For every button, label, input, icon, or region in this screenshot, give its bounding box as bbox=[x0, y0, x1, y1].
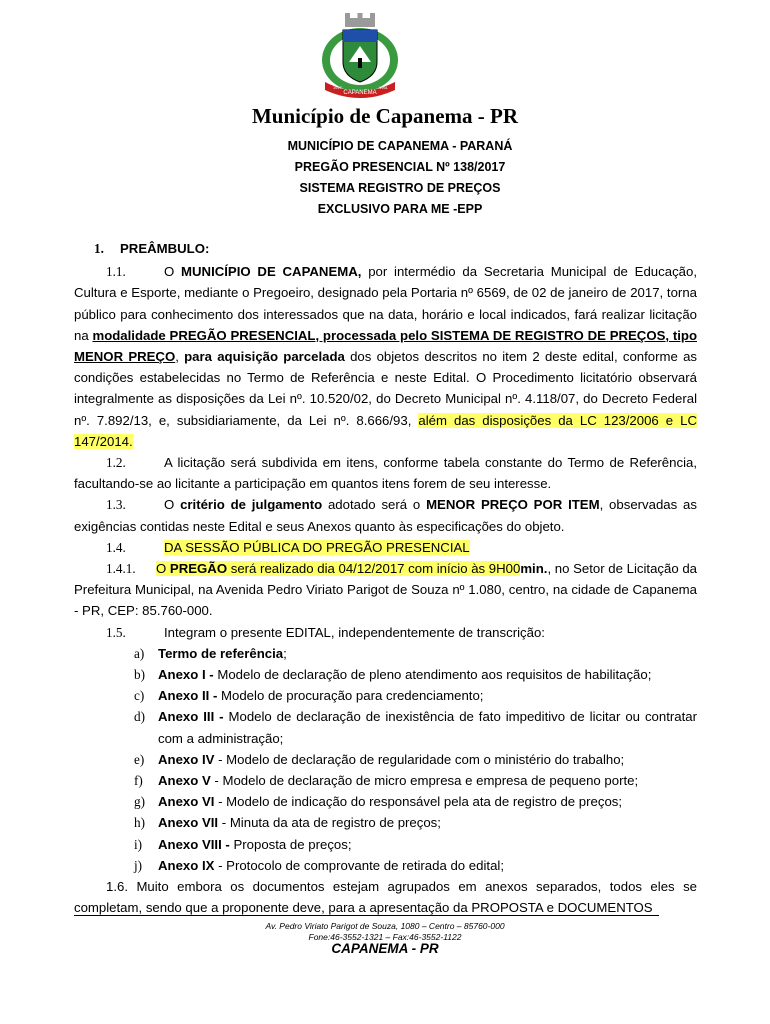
annex-label: Anexo VIII - bbox=[158, 836, 230, 852]
list-marker: c) bbox=[134, 688, 145, 704]
section-title: PREÂMBULO: bbox=[120, 241, 210, 256]
list-item bbox=[74, 643, 697, 664]
document-header bbox=[0, 136, 770, 220]
clause-number: 1.1. bbox=[106, 264, 126, 280]
list-marker: g) bbox=[134, 794, 145, 810]
municipal-coat-of-arms-icon bbox=[315, 10, 405, 100]
text-run-bold: para aquisição parcelada bbox=[184, 349, 345, 365]
list-marker: i) bbox=[134, 836, 143, 852]
section-number: 1. bbox=[94, 241, 104, 256]
text-run: O bbox=[164, 497, 181, 513]
text-run: por intermédio da Secretaria Municipal de Educação, Cultura e Esporte, mediante o Pregoeiro, designado pela Portaria nº 6569, de 02 de janeiro de 2017, torna público para conhecimento dos interessados que na data, horário e local indicados, fará realizar licitação na bbox=[74, 264, 697, 343]
text-run: O bbox=[164, 264, 182, 280]
annex-label: Anexo IX bbox=[158, 857, 215, 873]
header-line: PREGÃO PRESENCIAL Nº 138/2017 bbox=[294, 160, 506, 174]
paragraph-1-2 bbox=[74, 452, 697, 494]
annex-text: - Modelo de declaração de regularidade com o ministério do trabalho; bbox=[214, 751, 625, 767]
list-marker: j) bbox=[134, 857, 143, 873]
footer-city: CAPANEMA - PR bbox=[331, 941, 439, 956]
footer-address bbox=[0, 921, 770, 943]
clause-number: 1.3. bbox=[106, 497, 126, 513]
text-run-bold: critério de julgamento bbox=[180, 497, 323, 513]
section-heading-preambulo bbox=[74, 238, 697, 259]
list-marker: d) bbox=[134, 709, 145, 725]
clause-number: 1.4.1. bbox=[106, 561, 136, 577]
annex-text: Modelo de procuração para credenciamento; bbox=[217, 688, 484, 704]
crest-banner: CAPANEMA bbox=[343, 90, 377, 96]
text-run: A licitação será subdivida em itens, conforme tabela constante do Termo de Referência, facultando-se ao licitante a participação em quantos itens forem de seu interesse. bbox=[74, 455, 697, 492]
annex-text: - Protocolo de comprovante de retirada do edital; bbox=[214, 857, 504, 873]
list-item bbox=[74, 855, 697, 876]
annex-text: - Modelo de declaração de micro empresa e empresa de pequeno porte; bbox=[210, 773, 639, 789]
crest-year-left: 1917 bbox=[333, 85, 342, 90]
highlighted-text: além das disposições da LC 123/2006 e LC 147/2014. bbox=[74, 412, 697, 449]
text-run: , no Setor de Licitação da Prefeitura Municipal, na Avenida Pedro Viriato Parigot de Souza nº 1.080, centro, na cidade de Capanema - PR, CEP: 85.760-000. bbox=[74, 561, 697, 619]
clause-number: 1.5. bbox=[106, 624, 126, 640]
list-marker: a) bbox=[134, 645, 145, 661]
list-marker: f) bbox=[134, 773, 143, 789]
list-item bbox=[74, 749, 697, 770]
list-marker: e) bbox=[134, 751, 145, 767]
list-item bbox=[74, 834, 697, 855]
text-run: adotado será o bbox=[322, 497, 427, 513]
document-title: Município de Capanema - PR bbox=[251, 104, 518, 128]
paragraph-1-6: 1.6. Muito embora os documentos estejam agrupados em anexos separados, todos eles se completam, sendo que a proponente deve, para a apresentação da PROPOSTA e DOCUMENTOS bbox=[74, 879, 697, 916]
text-run-bold: MENOR PREÇO POR ITEM bbox=[426, 497, 600, 513]
annex-list bbox=[74, 643, 697, 876]
list-item bbox=[74, 706, 697, 748]
list-marker: b) bbox=[134, 667, 145, 683]
footer-divider bbox=[74, 915, 659, 916]
annex-label: Anexo IV bbox=[158, 751, 215, 767]
header-line: EXCLUSIVO PARA ME -EPP bbox=[317, 202, 483, 216]
list-item bbox=[74, 812, 697, 833]
list-marker: h) bbox=[134, 815, 145, 831]
text-run-bold: min. bbox=[520, 561, 548, 577]
clause-number: 1.4. bbox=[106, 539, 126, 555]
paragraph-1-3 bbox=[74, 494, 697, 536]
header-line: MUNICÍPIO DE CAPANEMA - PARANÁ bbox=[287, 139, 513, 153]
annex-label: Anexo I - bbox=[158, 667, 214, 683]
annex-text: Modelo de declaração de inexistência de fato impeditivo de licitar ou contratar com a administração; bbox=[158, 709, 697, 746]
highlighted-text: O bbox=[156, 561, 170, 577]
highlighted-text: DA SESSÃO PÚBLICA DO PREGÃO PRESENCIAL bbox=[164, 539, 470, 555]
annex-text: Proposta de preços; bbox=[229, 836, 352, 852]
annex-text: Modelo de declaração de pleno atendimento aos requisitos de habilitação; bbox=[213, 667, 652, 683]
list-item bbox=[74, 664, 697, 685]
paragraph-1-4 bbox=[74, 537, 697, 558]
list-item bbox=[74, 685, 697, 706]
text-run: Integram o presente EDITAL, independentemente de transcrição: bbox=[164, 624, 545, 640]
footer-phone-line: Fone:46-3552-1321 – Fax:46-3552-1122 bbox=[308, 932, 462, 942]
paragraph-1-4-1 bbox=[74, 558, 697, 622]
text-run-bold-underlined: modalidade PREGÃO PRESENCIAL, processada pelo SISTEMA DE REGISTRO DE PREÇOS, tipo MENOR PREÇO bbox=[74, 327, 697, 365]
annex-text: - Modelo de indicação do responsável pela ata de registro de preços; bbox=[214, 794, 623, 810]
annex-label: Anexo VII bbox=[158, 815, 219, 831]
list-item bbox=[74, 791, 697, 812]
text-run: dos objetos descritos no item 2 deste edital, conforme as condições estabelecidas no Termo de Referência e neste Edital. O Procedimento licitatório observará integralmente as disposições da Lei nº. 10.520/02, do Decreto Municipal nº. 4.118/07, do Decreto Federal nº. 7.892/13, e, subsidiariamente, da Lei nº. 8.666/93, bbox=[74, 349, 698, 428]
text-run: , observadas as exigências contidas neste Edital e seus Anexos quanto às especificações do objeto. bbox=[74, 497, 697, 534]
document-body bbox=[74, 238, 697, 919]
highlighted-text: será realizado dia 04/12/2017 com início às 9H00 bbox=[227, 561, 521, 577]
crest-year-right: 1961 bbox=[379, 85, 388, 90]
annex-label: Termo de referência bbox=[158, 645, 284, 661]
annex-text: ; bbox=[283, 645, 287, 661]
list-item bbox=[74, 770, 697, 791]
annex-label: Anexo VI bbox=[158, 794, 215, 810]
annex-label: Anexo V bbox=[158, 773, 211, 789]
text-run-bold: MUNICÍPIO DE CAPANEMA, bbox=[181, 264, 362, 280]
annex-text: - Minuta da ata de registro de preços; bbox=[218, 815, 441, 831]
highlighted-text-bold: PREGÃO bbox=[169, 561, 228, 577]
footer-address-line: Av. Pedro Viriato Parigot de Souza, 1080 – Centro – 85760-000 bbox=[265, 921, 505, 931]
annex-label: Anexo II - bbox=[158, 688, 218, 704]
text-run: , bbox=[175, 349, 185, 365]
annex-label: Anexo III - bbox=[158, 709, 224, 725]
paragraph-1-5 bbox=[74, 622, 697, 643]
header-line: SISTEMA REGISTRO DE PREÇOS bbox=[299, 181, 501, 195]
paragraph-1-1 bbox=[74, 261, 697, 452]
clause-number: 1.2. bbox=[106, 455, 126, 471]
